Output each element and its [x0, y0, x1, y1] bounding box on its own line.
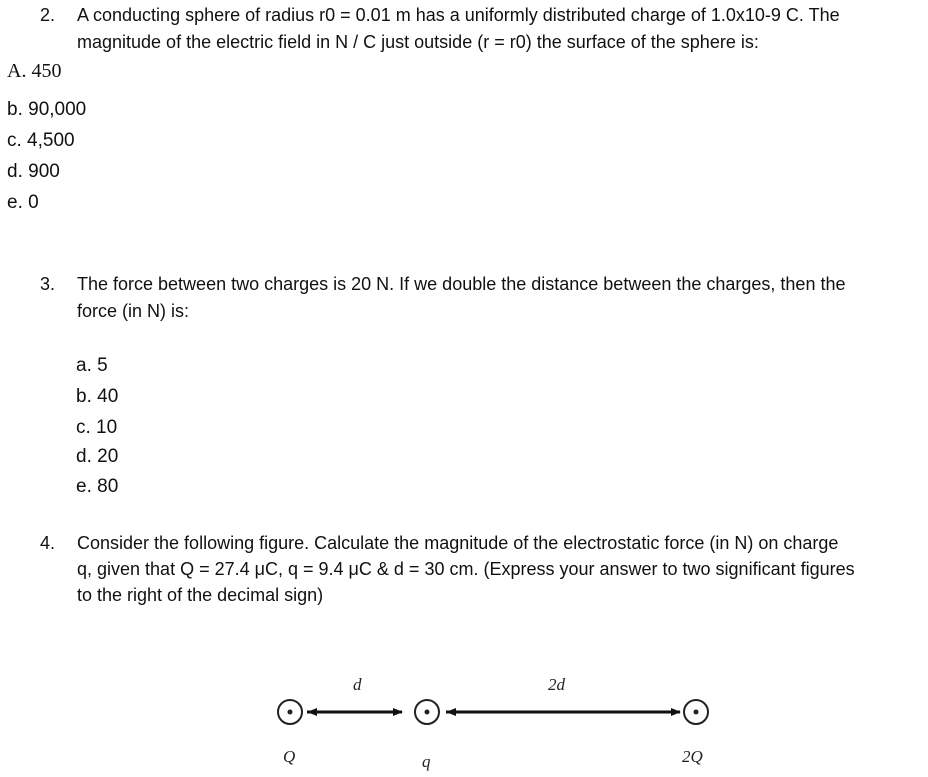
label-Q: Q — [283, 747, 296, 766]
question-3-option-e: e. 80 — [76, 476, 119, 497]
question-4-text-line-3: to the right of the decimal sign) — [77, 585, 324, 605]
label-2d: 2d — [548, 675, 565, 694]
question-3-option-a: a. 5 — [76, 355, 108, 376]
charge-Q-icon — [278, 700, 302, 724]
question-4-text-line-2: q, given that Q = 27.4 μC, q = 9.4 μC & d = 30 cm. (Express your answer to two significant figures — [77, 559, 855, 579]
question-2-option-c: c. 4,500 — [7, 130, 75, 151]
question-3-number: 3. — [40, 274, 56, 294]
question-2-option-e: e. 0 — [7, 192, 39, 213]
question-4-number: 4. — [40, 533, 56, 553]
charge-2Q-icon — [684, 700, 708, 724]
question-3-text-line-2: force (in N) is: — [77, 301, 190, 321]
question-2-text-line-2: magnitude of the electric field in N / C just outside (r = r0) the surface of the sphere is: — [77, 32, 759, 52]
charge-q-icon — [415, 700, 439, 724]
question-4-text-line-1: Consider the following figure. Calculate the magnitude of the electrostatic force (in N) on charge — [77, 533, 839, 553]
label-d: d — [353, 675, 362, 694]
question-2-option-d: d. 900 — [7, 161, 60, 182]
question-3-option-c: c. 10 — [76, 417, 118, 438]
label-q: q — [422, 752, 431, 771]
question-2-number: 2. — [40, 5, 56, 25]
question-2-text-line-1: A conducting sphere of radius r0 = 0.01 m has a uniformly distributed charge of 1.0x10-9 C. The — [77, 5, 840, 25]
label-2Q: 2Q — [682, 747, 703, 766]
question-3-text-line-1: The force between two charges is 20 N. If we double the distance between the charges, then the — [77, 274, 846, 294]
question-2-option-b: b. 90,000 — [7, 99, 87, 120]
question-3-option-d: d. 20 — [76, 446, 119, 467]
question-3-option-b: b. 40 — [76, 386, 119, 407]
question-2-option-a: A. 450 — [7, 60, 62, 82]
